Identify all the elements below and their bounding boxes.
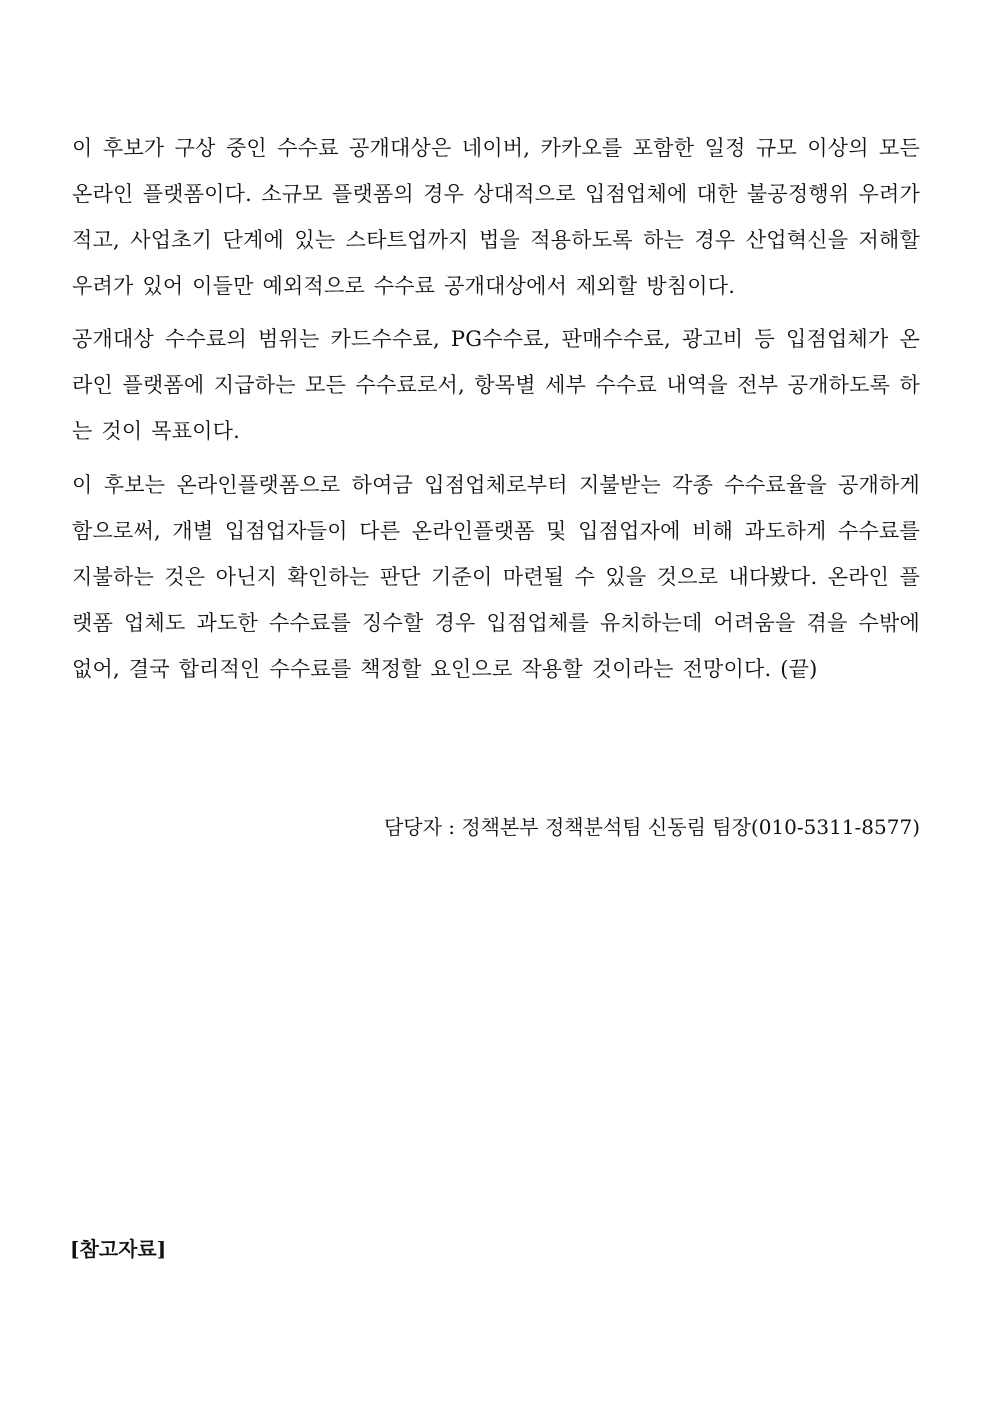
reference-heading: [참고자료] (70, 1237, 167, 1261)
body-paragraph-2: 공개대상 수수료의 범위는 카드수수료, PG수수료, 판매수수료, 광고비 등 입점업체가 온라인 플랫폼에 지급하는 모든 수수료로서, 항목별 세부 수수료 내역을 전부 공개하도록 하는 것이 목표이다. (72, 327, 920, 443)
body-paragraph-1: 이 후보가 구상 중인 수수료 공개대상은 네이버, 카카오를 포함한 일정 규모 이상의 모든 온라인 플랫폼이다. 소규모 플랫폼의 경우 상대적으로 입점업체에 대한 불공정행위 우려가 적고, 사업초기 단계에 있는 스타트업까지 법을 적용하도록 하는 경우 산업혁신을 저해할 우려가 있어 이들만 예외적으로 수수료 공개대상에서 제외할 방침이다. (72, 136, 920, 298)
body-paragraph-3: 이 후보는 온라인플랫폼으로 하여금 입점업체로부터 지불받는 각종 수수료율을 공개하게 함으로써, 개별 입점업자들이 다른 온라인플랫폼 및 입점업자에 비해 과도하게 수수료를 지불하는 것은 아닌지 확인하는 판단 기준이 마련될 수 있을 것으로 내다봤다. 온라인 플랫폼 업체도 과도한 수수료를 징수할 경우 입점업체를 유치하는데 어려움을 겪을 수밖에 없어, 결국 합리적인 수수료를 책정할 요인으로 작용할 것이라는 전망이다. (끝) (72, 473, 920, 681)
contact-person: 담당자 : 정책본부 정책분석팀 신동림 팀장(010-5311-8577) (383, 815, 920, 839)
